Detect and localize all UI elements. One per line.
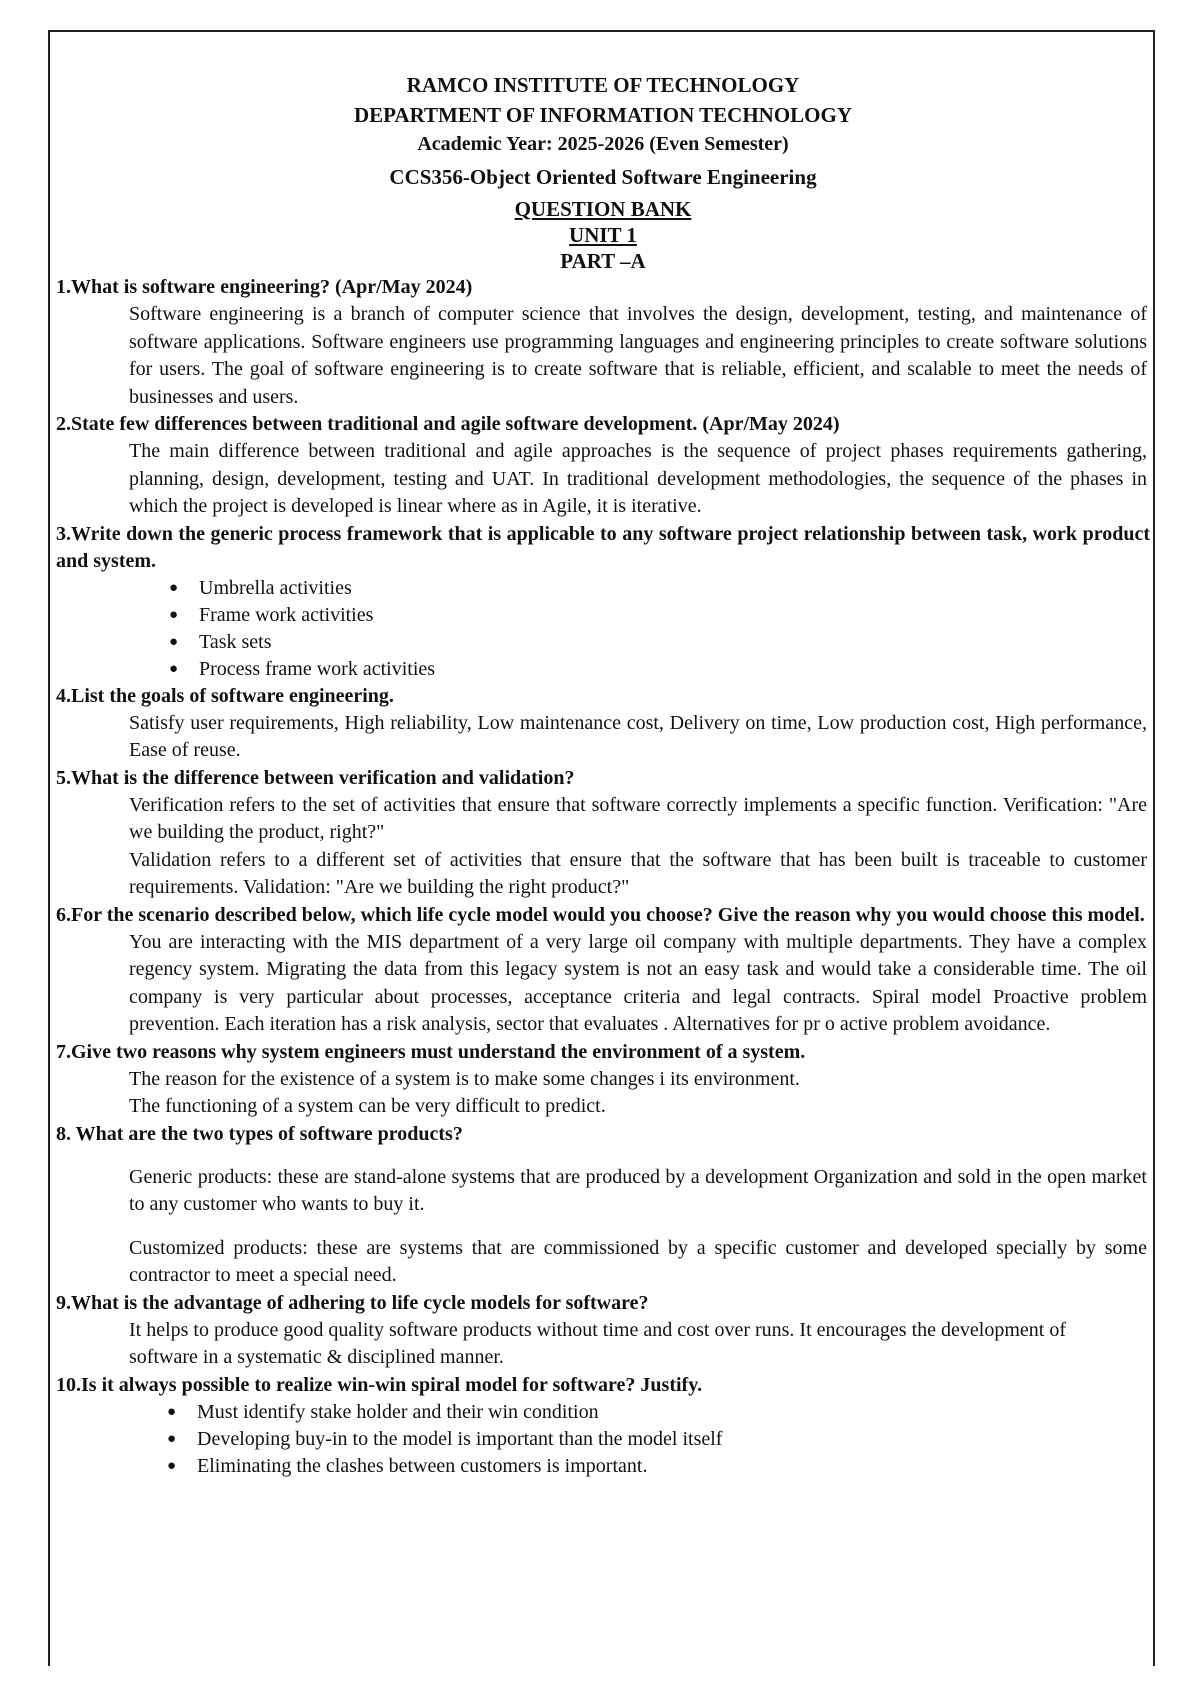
document-body [56, 70, 1150, 1480]
list-item: ● Frame work activities [199, 602, 1150, 629]
list-item: ● Must identify stake holder and their win condition [197, 1399, 1150, 1426]
institute-name: RAMCO INSTITUTE OF TECHNOLOGY [406, 73, 800, 97]
answer-8-customized: Customized products: these are systems that are commissioned by a specific customer and developed specially by some contractor to meet a special need. [129, 1236, 1147, 1286]
answer-6: You are interacting with the MIS department of a very large oil company with multiple departments. They have a complex regency system. Migrating the data from this legacy system is not an easy task and would take a considerable time. The oil company is very particular about processes, acceptance criteria and legal contracts. Spiral model Proactive problem prevention. Each iteration has a risk analysis, sector that evaluates . Alternatives for pr o active problem avoidance. [129, 930, 1147, 1035]
unit-heading: UNIT 1 [569, 223, 637, 247]
question-8: 8. What are the two types of software products? [56, 1122, 463, 1145]
list-item: ● Umbrella activities [199, 575, 1150, 602]
list-item: ● Task sets [199, 629, 1150, 656]
answer-8-generic: Generic products: these are stand-alone systems that are produced by a development Organization and sold in the open market to any customer who wants to buy it. [129, 1165, 1147, 1215]
list-item: ● Developing buy-in to the model is important than the model itself [197, 1426, 1150, 1453]
answer-5-validation: Validation refers to a different set of activities that ensure that the software that has been built is traceable to customer requirements. Validation: "Are we building the right product?" [129, 848, 1147, 898]
question-5: 5.What is the difference between verification and validation? [56, 766, 575, 789]
list-item: ● Eliminating the clashes between customers is important. [197, 1453, 1150, 1480]
answer-4: Satisfy user requirements, High reliability, Low maintenance cost, Delivery on time, Low production cost, High performance, Ease of reuse. [129, 711, 1147, 761]
question-7: 7.Give two reasons why system engineers must understand the environment of a system. [56, 1040, 806, 1063]
question-9: 9.What is the advantage of adhering to life cycle models for software? [56, 1291, 649, 1314]
part-heading: PART –A [560, 249, 646, 273]
question-1: 1.What is software engineering? (Apr/May 2024) [56, 276, 473, 298]
question-2: 2.State few differences between traditional and agile software development. (Apr/May 2024) [56, 413, 840, 435]
answer-7-reason-2: The functioning of a system can be very difficult to predict. [129, 1095, 606, 1117]
question-6: 6.For the scenario described below, which life cycle model would you choose? Give the reason why you would choose this model. [56, 903, 1145, 926]
answer-10-list [56, 1399, 1150, 1480]
answer-9: It helps to produce good quality software products without time and cost over runs. It encourages the development of software in a systematic & disciplined manner. [129, 1318, 1066, 1368]
answer-1: Software engineering is a branch of computer science that involves the design, development, testing, and maintenance of software applications. Software engineers use programming languages and engineering principles to create software solutions for users. The goal of software engineering is to create software that is reliable, efficient, and scalable to meet the needs of businesses and users. [129, 303, 1147, 408]
question-4: 4.List the goals of software engineering. [56, 684, 394, 707]
answer-2: The main difference between traditional and agile approaches is the sequence of project phases requirements gathering, planning, design, development, testing and UAT. In traditional development methodologies, the sequence of the phases in which the project is developed is linear where as in Agile, it is iterative. [129, 440, 1147, 517]
answer-7-reason-1: The reason for the existence of a system is to make some changes i its environment. [129, 1067, 800, 1090]
spacer [56, 1219, 1150, 1235]
answer-5-verification: Verification refers to the set of activities that ensure that software correctly implements a specific function. Verification: "Are we building the product, right?" [129, 793, 1147, 843]
question-10: 10.Is it always possible to realize win-win spiral model for software? Justify. [56, 1373, 703, 1396]
answer-3-list [56, 575, 1150, 683]
list-item: ● Process frame work activities [199, 656, 1150, 683]
course-title: CCS356-Object Oriented Software Engineering [389, 165, 817, 189]
question-3: 3.Write down the generic process framework that is applicable to any software project relationship between task, work product and system. [56, 522, 1150, 572]
department-name: DEPARTMENT OF INFORMATION TECHNOLOGY [353, 103, 853, 127]
document-title: QUESTION BANK [514, 197, 692, 221]
academic-year: Academic Year: 2025-2026 (Even Semester) [417, 133, 789, 155]
spacer [56, 1148, 1150, 1164]
